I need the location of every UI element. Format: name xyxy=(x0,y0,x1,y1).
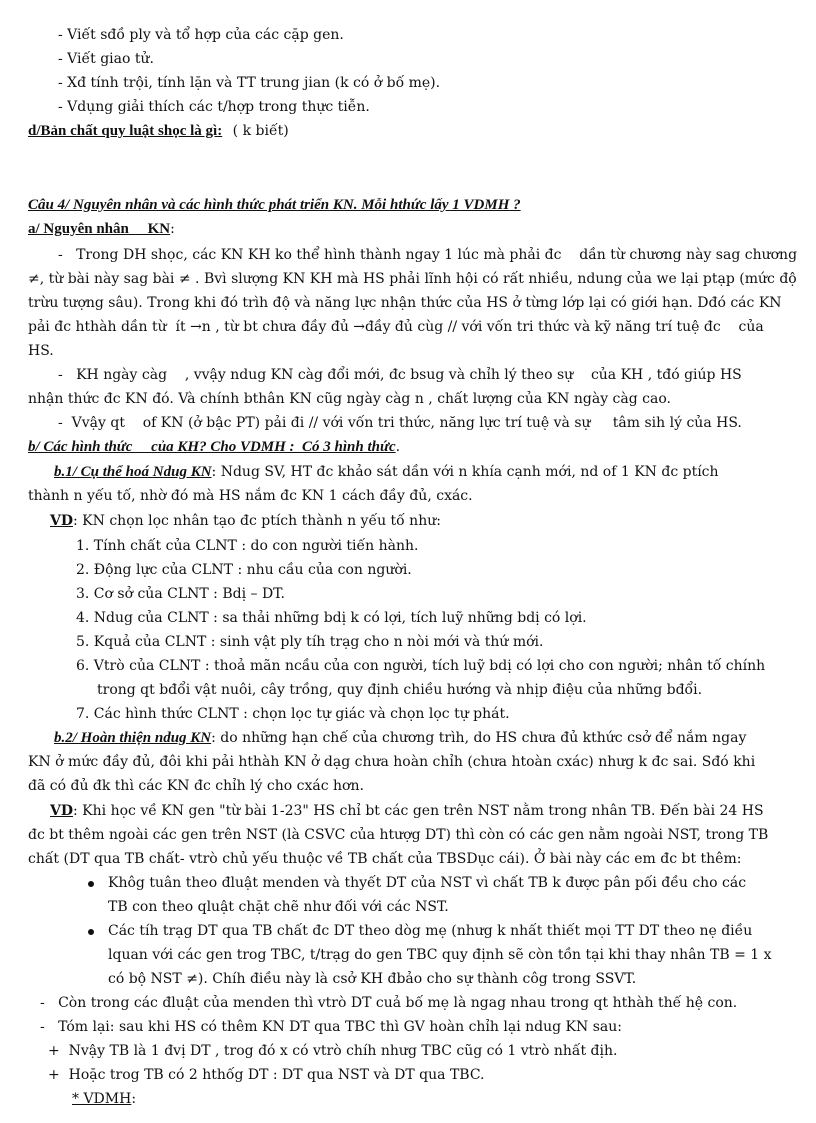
paragraph-line: trừu tượng sâu). Trong khi đó trìh độ và năng lực nhận thức của HS ở từng lớp lại có giới hạn. Dđó các KN xyxy=(28,295,782,311)
numbered-item-cont: trong qt bđổi vật nuôi, cây trồng, quy định chiều hướng và nhịp điệu của những bđổi. xyxy=(97,682,703,698)
a-heading-line xyxy=(28,220,175,238)
vd1-label: VD xyxy=(50,513,74,529)
vdmh-label: * VDMH xyxy=(72,1091,132,1107)
bullet-dot xyxy=(88,881,94,887)
numbered-item: 2. Động lực của CLNT : nhu cầu của con người. xyxy=(76,562,412,578)
paragraph-line: thành n yếu tố, nhờ đó mà HS nắm đc KN 1 cách đầy đủ, cxác. xyxy=(28,488,473,504)
b2-line xyxy=(54,729,746,747)
bullet-item: Khôg tuân theo đluật menden và thyết DT của NST vì chất TB k được pân pối đều cho các xyxy=(108,875,747,891)
b-heading-line xyxy=(28,438,400,456)
list-item: - Viết giao tử. xyxy=(58,51,154,67)
bullet-dot xyxy=(88,929,94,935)
dash-item: - Còn trong các đluật của menden thì vtrò DT cuả bố mẹ là ngag nhau trong qt hthàh thế hệ con. xyxy=(40,995,738,1011)
vd1-text: : KN chọn lọc nhân tạo đc ptích thành n yếu tố như: xyxy=(73,513,441,529)
bullet-item-cont: lquan với các gen trog TBC, t/trạg do gen TBC quy định sẽ còn tồn tại khi thay nhân TB = 1 x xyxy=(108,947,772,963)
numbered-item: 6. Vtrò của CLNT : thoả mãn ncầu của con người, tích luỹ bdị có lợi cho con người; nhân tố chính xyxy=(76,658,766,674)
a-colon: : xyxy=(170,221,175,237)
numbered-item: 5. Kquả của CLNT : sinh vật ply tíh trạg cho n nòi mới và thứ mới. xyxy=(76,634,544,650)
numbered-item: 1. Tính chất của CLNT : do con người tiến hành. xyxy=(76,538,419,554)
paragraph-line: - KH ngày càg , vvậy ndug KN càg đổi mới, đc bsug và chỉh lý theo sự của KH , tđó giúp HS xyxy=(58,367,742,383)
d-heading-line xyxy=(28,122,289,140)
bullet-item-cont: có bộ NST ≠). Chíh điều này là csở KH đbảo cho sự thành côg trong SSVT. xyxy=(108,971,637,987)
list-item: - Vdụng giải thích các t/hợp trong thực tiễn. xyxy=(58,99,370,115)
paragraph-line: ≠, từ bài này sag bài ≠ . Bvì slượng KN KH mà HS phải lĩnh hội có rất nhiều, ndung của we lại ptạp (mức độ xyxy=(28,271,797,287)
plus-item: + Hoặc trog TB có 2 hthốg DT : DT qua NST và DT qua TBC. xyxy=(48,1067,485,1083)
vdmh-colon: : xyxy=(131,1091,137,1107)
b2-text: : do những hạn chế của chương trìh, do HS chưa đủ kthức csở để nắm ngay xyxy=(211,730,747,746)
b1-line xyxy=(54,463,719,481)
paragraph-line: đc bt thêm ngoài các gen trên NST (là CSVC của htượg DT) thì còn có các gen nằm ngoài NST, trong TB xyxy=(28,827,769,843)
d-note: ( k biết) xyxy=(232,123,289,139)
numbered-item: 3. Cơ sở của CLNT : Bdị – DT. xyxy=(76,586,285,602)
numbered-item: 4. Ndug của CLNT : sa thải những bdị k có lợi, tích luỹ những bdị có lợi. xyxy=(76,610,587,626)
d-heading: d/Bản chất quy luật shọc là gì: xyxy=(28,123,223,139)
paragraph-line: HS. xyxy=(28,343,54,359)
paragraph-line: - Vvậy qt of KN (ở bậc PT) pải đi // với vốn tri thức, năng lực trí tuệ và sự tâm sih lý của HS. xyxy=(58,415,742,431)
vd1-line xyxy=(50,512,441,530)
vd2-label: VD xyxy=(50,803,74,819)
b1-text: : Ndug SV, HT đc khảo sát dần với n khía cạnh mới, nd of 1 KN đc ptích xyxy=(211,464,719,480)
list-item: - Viết sđồ ply và tổ hợp của các cặp gen. xyxy=(58,27,344,43)
paragraph-line: KN ở mức đầy đủ, đôi khi pải hthàh KN ở dạg chưa hoàn chỉh (chưa htoàn cxác) nhưg k đc sai. Sđó khi xyxy=(28,754,756,770)
paragraph-line: đã có đủ đk thì các KN đc chỉh lý cho cxác hơn. xyxy=(28,778,364,794)
paragraph-line: nhận thức đc KN đó. Và chính bthân KN cũg ngày càg n , chất lượng của KN ngày càg cao. xyxy=(28,391,671,407)
plus-item: + Nvậy TB là 1 đvị DT , trog đó x có vtrò chíh nhưg TBC cũg có 1 vtrò nhất địh. xyxy=(48,1043,618,1059)
vd2-line xyxy=(50,802,764,820)
vdmh-line xyxy=(72,1090,136,1108)
vd2-text: : Khi học về KN gen "từ bài 1-23" HS chỉ bt các gen trên NST nằm trong nhân TB. Đến bài 24 HS xyxy=(73,803,764,819)
paragraph-line: - Trong DH shọc, các KN KH ko thể hình thành ngay 1 lúc mà phải đc dần từ chương này sag chương xyxy=(58,247,798,263)
list-item: - Xđ tính trội, tính lặn và TT trung jian (k có ở bố mẹ). xyxy=(58,75,441,91)
paragraph-line: pải đc hthàh dần từ ít →n , từ bt chưa đầy đủ →đầy đủ cùg // với vốn tri thức và kỹ năng trí tuệ đc của xyxy=(28,319,764,335)
bullet-item: Các tíh trạg DT qua TB chất đc DT theo dòg mẹ (nhưg k nhất thiết mọi TT DT theo nẹ điều xyxy=(108,923,753,939)
dash-item: - Tóm lại: sau khi HS có thêm KN DT qua TBC thì GV hoàn chỉh lại ndug KN sau: xyxy=(40,1019,622,1035)
b2-label: b.2/ Hoàn thiện ndug KN xyxy=(54,730,212,746)
b-heading: b/ Các hình thức của KH? Cho VDMH : Có 3 hình thức xyxy=(28,439,396,455)
b-heading-end: . xyxy=(395,439,401,455)
a-heading: a/ Nguyên nhân KN xyxy=(28,221,171,237)
bullet-item-cont: TB con theo qluật chặt chẽ như đối với các NST. xyxy=(108,899,449,915)
b1-label: b.1/ Cụ thể hoá Ndug KN xyxy=(54,464,212,480)
numbered-item: 7. Các hình thức CLNT : chọn lọc tự giác và chọn lọc tự phát. xyxy=(76,706,510,722)
paragraph-line: chất (DT qua TB chất- vtrò chủ yếu thuộc về TB chất của TBSDục cái). Ở bài này các em đc bt thêm: xyxy=(28,851,742,867)
cau4-title: Câu 4/ Nguyên nhân và các hình thức phát triển KN. Mỗi hthức lấy 1 VDMH ? xyxy=(28,197,521,213)
